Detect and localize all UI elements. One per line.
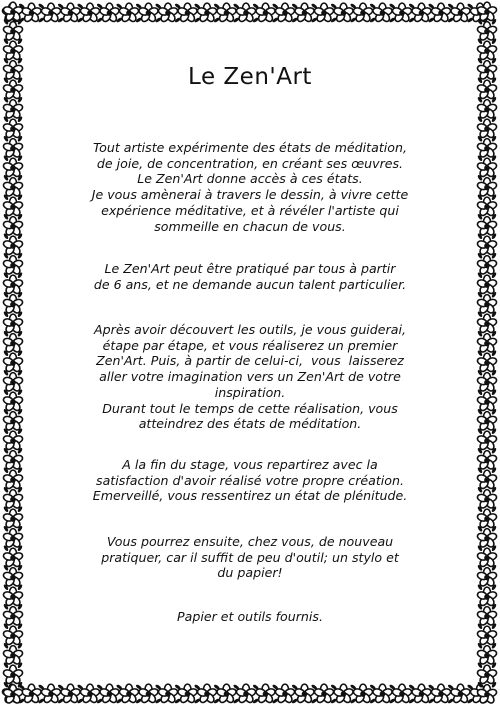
flower-icon	[477, 139, 498, 159]
flower-icon	[477, 568, 498, 588]
text-line: Tout artiste expérimente des états de méditation,	[93, 140, 407, 155]
flower-icon	[158, 3, 179, 23]
flower-icon	[477, 334, 498, 354]
flower-icon	[3, 178, 24, 198]
text-line: Le Zen'Art donne accès à ces états.	[137, 171, 363, 187]
flower-icon	[3, 626, 24, 646]
paragraph-audience	[36, 261, 464, 292]
flower-icon	[41, 3, 62, 23]
flower-icon	[477, 665, 498, 685]
flower-icon	[477, 353, 498, 373]
flower-icon	[3, 61, 24, 81]
flower-icon	[3, 236, 24, 256]
flower-icon	[177, 684, 198, 704]
flower-icon	[177, 3, 198, 23]
flower-icon	[477, 22, 498, 42]
flower-icon	[119, 3, 140, 23]
flower-icon	[392, 684, 413, 704]
flower-icon	[477, 236, 498, 256]
flower-icon	[3, 646, 24, 666]
text-line: Papier et outils fournis.	[177, 609, 323, 624]
flower-icon	[3, 431, 24, 451]
flower-icon	[477, 80, 498, 100]
flower-icon	[477, 314, 498, 334]
flower-icon	[3, 2, 24, 22]
flower-icon	[333, 684, 354, 704]
text-line: satisfaction d'avoir réalisé votre propre création.	[96, 472, 404, 488]
flower-icon	[3, 334, 24, 354]
text-line: Emerveillé, vous ressentirez un état de plénitude.	[92, 488, 408, 504]
flower-icon	[41, 684, 62, 704]
flower-icon	[477, 2, 498, 22]
text-line: Je vous amènerai à travers le dessin, à vivre cette	[91, 187, 409, 203]
text-line: expérience méditative, et à révéler l'artiste qui	[101, 202, 399, 218]
flower-icon	[3, 217, 24, 237]
paragraph-process	[36, 322, 464, 432]
flower-icon	[411, 684, 432, 704]
paragraph-supplies	[36, 609, 464, 625]
flower-icon	[3, 119, 24, 139]
text-line: pratiquer, car il suffit de peu d'outil; un stylo et	[101, 549, 399, 565]
flower-icon	[477, 431, 498, 451]
flower-icon	[477, 490, 498, 510]
flower-icon	[138, 684, 159, 704]
flower-border-top	[0, 0, 500, 26]
flower-icon	[314, 3, 335, 23]
flower-icon	[3, 529, 24, 549]
flower-icon	[275, 3, 296, 23]
flower-icon	[477, 626, 498, 646]
text-line: Durant tout le temps de cette réalisation, vous	[102, 400, 398, 416]
flower-icon	[314, 684, 335, 704]
paragraph-outcome	[36, 457, 464, 504]
flower-icon	[431, 684, 452, 704]
flower-icon	[80, 3, 101, 23]
text-line: de joie, de concentration, en créant ses œuvres.	[96, 155, 404, 171]
flower-icon	[477, 61, 498, 81]
flower-icon	[3, 451, 24, 471]
flower-icon	[392, 3, 413, 23]
document-body	[36, 40, 464, 668]
flower-icon	[477, 158, 498, 178]
flower-icon	[477, 119, 498, 139]
flower-icon	[3, 490, 24, 510]
flower-icon	[60, 3, 81, 23]
flower-icon	[99, 684, 120, 704]
text-line: du papier!	[217, 565, 283, 581]
flower-icon	[477, 41, 498, 61]
flower-icon	[138, 3, 159, 23]
flower-icon	[477, 587, 498, 607]
flower-icon	[3, 470, 24, 490]
flower-icon	[3, 587, 24, 607]
flower-icon	[216, 684, 237, 704]
flower-icon	[477, 509, 498, 529]
paragraph-practice-at-home	[36, 534, 464, 581]
text-line: sommeille en chacun de vous.	[154, 218, 346, 234]
paragraph-intro	[36, 140, 464, 234]
flower-border-right	[474, 0, 500, 707]
flower-icon	[477, 412, 498, 432]
flower-icon	[158, 684, 179, 704]
flower-icon	[477, 217, 498, 237]
flower-icon	[3, 295, 24, 315]
text-line: Le Zen'Art peut être pratiqué par tous à partir	[104, 261, 396, 276]
flower-icon	[477, 685, 498, 705]
text-line: étape par étape, et vous réaliserez un premier	[102, 337, 398, 353]
flower-icon	[236, 684, 257, 704]
flower-icon	[3, 607, 24, 627]
flower-icon	[3, 41, 24, 61]
flower-icon	[477, 373, 498, 393]
flower-icon	[60, 684, 81, 704]
text-line: inspiration.	[214, 384, 286, 400]
text-line: Zen'Art. Puis, à partir de celui-ci, vous laisserez	[96, 353, 404, 369]
flower-icon	[3, 568, 24, 588]
flower-icon	[477, 529, 498, 549]
flower-icon	[119, 684, 140, 704]
flower-icon	[99, 3, 120, 23]
flower-icon	[477, 451, 498, 471]
flower-icon	[3, 665, 24, 685]
flower-icon	[255, 3, 276, 23]
flower-icon	[3, 158, 24, 178]
flower-icon	[477, 197, 498, 217]
flower-icon	[477, 100, 498, 120]
flower-icon	[477, 178, 498, 198]
flower-icon	[216, 3, 237, 23]
flower-icon	[3, 22, 24, 42]
flower-icon	[3, 275, 24, 295]
flower-icon	[197, 3, 218, 23]
page-title: Le Zen'Art	[188, 64, 312, 90]
flower-icon	[3, 548, 24, 568]
flower-icon	[477, 646, 498, 666]
flower-icon	[450, 684, 471, 704]
flower-icon	[450, 3, 471, 23]
flower-icon	[3, 392, 24, 412]
flower-icon	[255, 684, 276, 704]
text-line: Après avoir découvert les outils, je vous guiderai,	[94, 322, 406, 337]
flower-icon	[3, 314, 24, 334]
flower-icon	[477, 470, 498, 490]
flower-icon	[236, 3, 257, 23]
flower-icon	[477, 392, 498, 412]
flower-icon	[3, 509, 24, 529]
flower-icon	[275, 684, 296, 704]
flower-icon	[3, 685, 24, 705]
flower-icon	[431, 3, 452, 23]
text-line: atteindrez des états de méditation.	[138, 416, 362, 432]
flower-icon	[477, 295, 498, 315]
flower-border-left	[0, 0, 26, 707]
text-line: aller votre imagination vers un Zen'Art de votre	[99, 369, 401, 385]
flower-icon	[197, 684, 218, 704]
flower-icon	[3, 373, 24, 393]
flower-icon	[3, 80, 24, 100]
flower-icon	[353, 3, 374, 23]
flower-icon	[353, 684, 374, 704]
flower-icon	[3, 197, 24, 217]
flower-icon	[3, 139, 24, 159]
flower-icon	[477, 607, 498, 627]
text-line: Vous pourrez ensuite, chez vous, de nouveau	[106, 534, 394, 549]
flower-icon	[411, 3, 432, 23]
flower-icon	[333, 3, 354, 23]
flower-icon	[3, 353, 24, 373]
text-line: de 6 ans, et ne demande aucun talent particulier.	[93, 276, 407, 292]
flower-icon	[294, 684, 315, 704]
flower-icon	[477, 256, 498, 276]
flower-icon	[372, 3, 393, 23]
flower-icon	[3, 256, 24, 276]
flower-icon	[477, 548, 498, 568]
flower-icon	[3, 100, 24, 120]
flower-icon	[372, 684, 393, 704]
flower-icon	[80, 684, 101, 704]
flower-icon	[294, 3, 315, 23]
text-line: A la fin du stage, vous repartirez avec la	[122, 457, 378, 472]
flower-border-bottom	[0, 681, 500, 707]
flower-icon	[477, 275, 498, 295]
flower-icon	[3, 412, 24, 432]
